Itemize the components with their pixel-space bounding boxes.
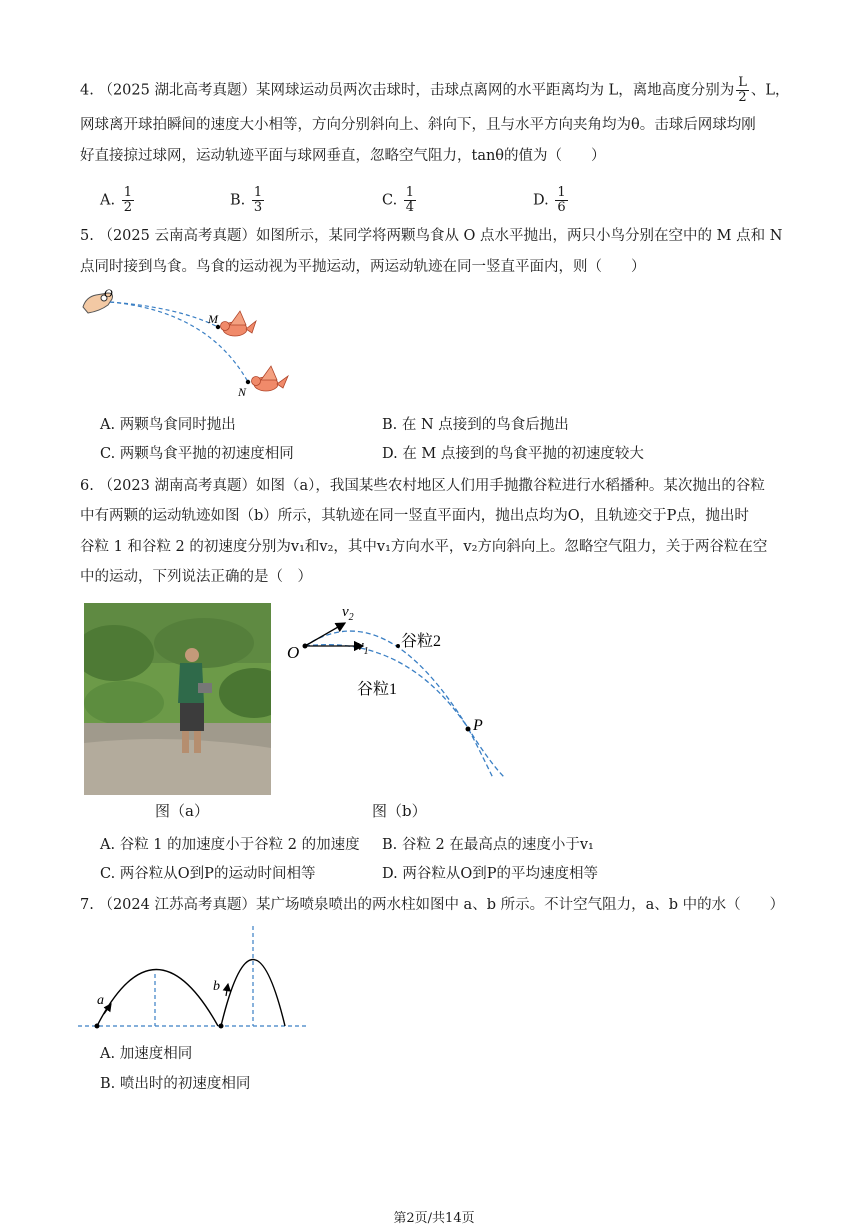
q6-label-v2: $v_2$ — [342, 604, 354, 623]
q6-figure-b-caption: 图（b） — [372, 802, 427, 820]
q7-label-a: a — [97, 993, 104, 1008]
q4-option-b[interactable] — [230, 186, 266, 215]
q6-option-b[interactable]: B. 谷粒 2 在最高点的速度小于v₁ — [382, 837, 594, 853]
q4-fraction-l-over-2 — [736, 76, 749, 105]
q4-line1-tail: 、L， — [750, 82, 790, 99]
q5-label-o: O — [104, 286, 113, 300]
q4-option-d-num: 1 — [557, 185, 566, 200]
q5-stem-line2: 点同时接到鸟食。鸟食的运动视为平抛运动，两运动轨迹在同一竖直平面内，则（ ） — [80, 259, 646, 275]
q4-stem-line2: 网球离开球拍瞬间的速度大小相等，方向分别斜向上、斜向下，且与水平方向夹角均为θ。击球后网球均刚 — [80, 117, 756, 133]
q4-option-d-den: 6 — [557, 200, 566, 215]
q6-label-grain1: 谷粒1 — [357, 681, 398, 698]
q7-option-a[interactable]: A. 加速度相同 — [100, 1046, 193, 1062]
q6-grain2-point — [396, 644, 400, 648]
q4-line1-text: 4. （2025 湖北高考真题）某网球运动员两次击球时，击球点离网的水平距离均为 L，离地高度分别为 — [80, 82, 735, 99]
q4-option-a-den: 2 — [123, 200, 132, 215]
q4-option-a-fraction — [122, 186, 134, 215]
q4-option-c-fraction — [404, 186, 416, 215]
q7-trajectory-a — [97, 970, 218, 1027]
q5-trajectory-m — [110, 302, 218, 327]
q4-option-a[interactable] — [100, 186, 136, 215]
q6-stem-line2: 中有两颗的运动轨迹如图（b）所示，其轨迹在同一竖直平面内，抛出点均为O，且轨迹交于P点，抛出时 — [80, 508, 749, 524]
q4-frac-numerator: L — [738, 75, 747, 90]
q7-point-a — [95, 1024, 100, 1029]
q4-option-b-fraction — [252, 186, 264, 215]
q5-figure-bird-feeding — [78, 285, 298, 400]
q4-option-c-num: 1 — [405, 185, 415, 200]
q6-stem-line3: 谷粒 1 和谷粒 2 的初速度分别为v₁和v₂，其中v₁方向水平，v₂方向斜向上。忽略空气阻力，关于两谷粒在空 — [80, 539, 768, 555]
bird-icon — [221, 311, 257, 336]
q7-arrow-a — [104, 1004, 111, 1014]
q5-option-b[interactable]: B. 在 N 点接到的鸟食后抛出 — [382, 417, 569, 433]
q6-label-o: O — [287, 643, 300, 662]
q6-label-grain2: 谷粒2 — [401, 633, 442, 650]
q4-option-d[interactable] — [533, 186, 570, 215]
q5-label-m: M — [208, 312, 218, 326]
q4-option-a-label: A. — [100, 192, 116, 209]
q6-trajectory-grain2 — [305, 631, 493, 778]
q6-point-p — [466, 727, 471, 732]
q5-trajectory-n — [110, 302, 248, 382]
q6-trajectory-grain1 — [305, 645, 505, 778]
q4-option-b-label: B. — [230, 192, 246, 209]
q7-point-b — [219, 1024, 224, 1029]
q4-option-b-den: 3 — [253, 200, 263, 215]
q5-option-c[interactable]: C. 两颗鸟食平抛的初速度相同 — [100, 446, 294, 462]
q4-option-b-num: 1 — [253, 185, 263, 200]
q6-option-a[interactable]: A. 谷粒 1 的加速度小于谷粒 2 的加速度 — [100, 837, 360, 853]
q4-stem-line1 — [80, 76, 789, 105]
q4-option-c-den: 4 — [405, 200, 415, 215]
q7-stem-line1: 7. （2024 江苏高考真题）某广场喷泉喷出的两水柱如图中 a、b 所示。不计空气阻力，a、b 中的水（ ） — [80, 897, 785, 913]
q7-arrow-b — [226, 984, 228, 996]
q6-stem-line4: 中的运动，下列说法正确的是（ ） — [80, 569, 312, 585]
q5-option-d[interactable]: D. 在 M 点接到的鸟食平抛的初速度较大 — [382, 446, 644, 462]
q7-label-b: b — [213, 979, 220, 994]
q5-point-n — [246, 380, 250, 384]
page-footer-page-number: 第2页/共14页 — [393, 1211, 475, 1226]
q4-option-c[interactable] — [382, 186, 418, 215]
q5-option-a[interactable]: A. 两颗鸟食同时抛出 — [100, 417, 236, 433]
q7-option-b[interactable]: B. 喷出时的初速度相同 — [100, 1076, 251, 1092]
q6-label-v1: $v_1$ — [357, 638, 369, 657]
q6-option-c[interactable]: C. 两谷粒从O到P的运动时间相等 — [100, 866, 316, 882]
q4-option-c-label: C. — [382, 192, 398, 209]
q6-label-p: P — [473, 717, 483, 734]
q6-stem-line1: 6. （2023 湖南高考真题）如图（a），我国某些农村地区人们用手抛撒谷粒进行水稻播种。某次抛出的谷粒 — [80, 478, 765, 494]
q6-figure-a-photo — [84, 603, 271, 795]
q4-option-d-label: D. — [533, 192, 549, 209]
q4-option-d-fraction — [555, 186, 567, 215]
q6-option-d[interactable]: D. 两谷粒从O到P的平均速度相等 — [382, 866, 598, 882]
q5-label-n: N — [238, 385, 247, 399]
q6-figure-a-caption: 图（a） — [155, 802, 209, 820]
q6-figure-b-diagram — [285, 598, 515, 788]
q4-frac-denominator: 2 — [738, 90, 747, 105]
q4-option-a-num: 1 — [123, 185, 132, 200]
q4-stem-line3: 好直接掠过球网，运动轨迹平面与球网垂直，忽略空气阻力，tanθ的值为（ ） — [80, 148, 606, 164]
q6-point-o — [303, 644, 308, 649]
q6-arrow-v2 — [305, 623, 345, 646]
q7-figure-fountain — [78, 918, 310, 1033]
q5-stem-line1: 5. （2025 云南高考真题）如图所示，某同学将两颗鸟食从 O 点水平抛出，两只小鸟分别在空中的 M 点和 N — [80, 228, 783, 244]
bird-icon — [252, 366, 289, 391]
